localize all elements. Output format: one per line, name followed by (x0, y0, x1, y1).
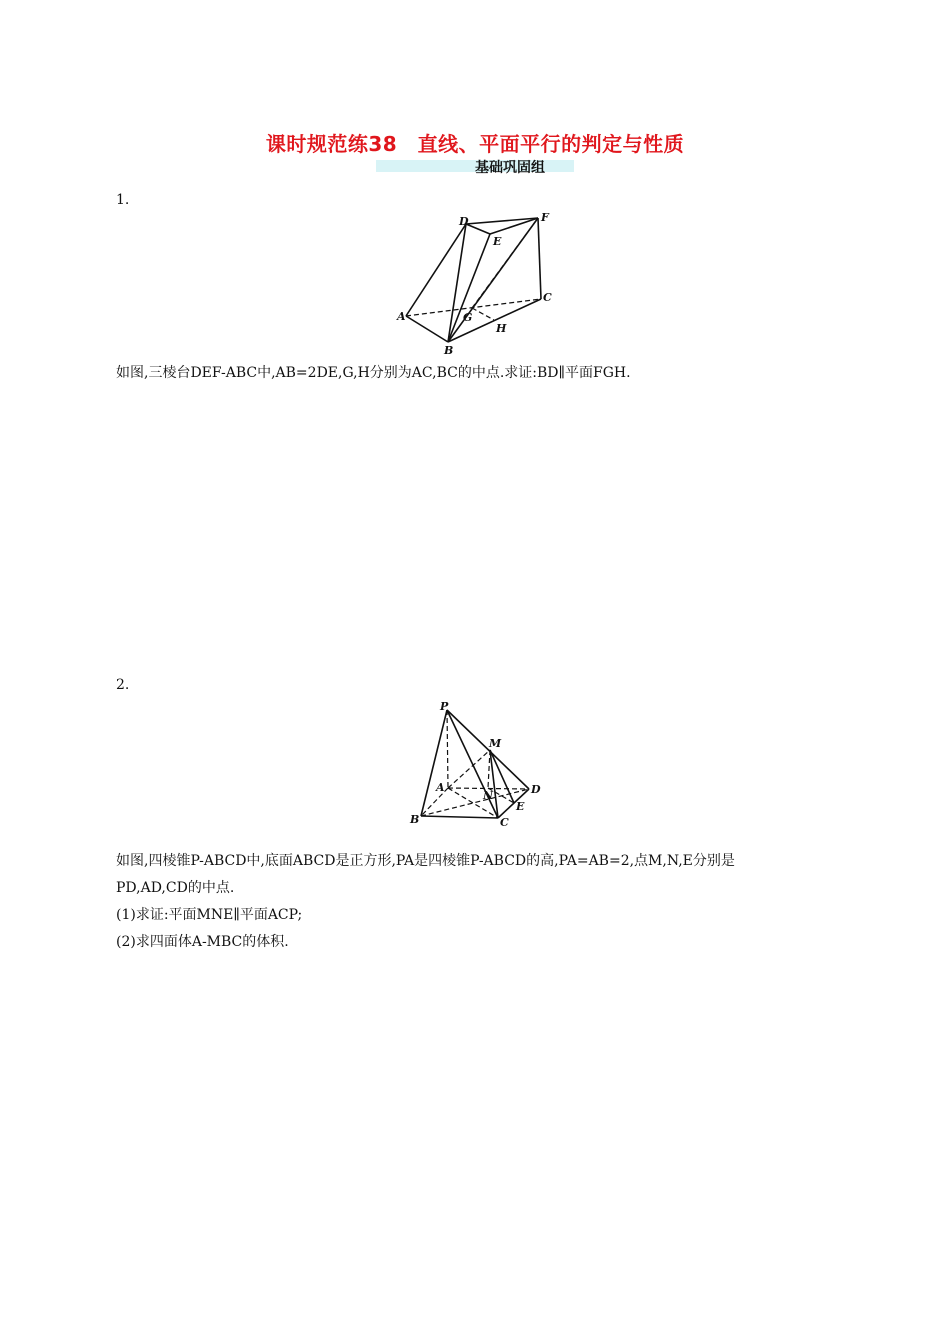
label-D: D (459, 215, 469, 228)
label-G: G (463, 311, 473, 324)
frustum-hidden-edges (406, 218, 541, 320)
pyramid-hidden-edges (421, 710, 529, 818)
frustum-figure (390, 205, 560, 360)
label-N: N (483, 789, 494, 802)
label-M: M (489, 737, 502, 750)
label-B: B (444, 344, 454, 357)
question-2-text-line2: PD,AD,CD的中点. (116, 880, 235, 896)
label-E: E (516, 800, 525, 813)
label-C: C (500, 816, 509, 829)
question-2-text-line1: 如图,四棱锥P-ABCD中,底面ABCD是正方形,PA是四棱锥P-ABCD的高,PA=AB=2,点M,N,E分别是 (116, 853, 735, 869)
label-H: H (496, 322, 507, 335)
pyramid-figure (405, 695, 555, 830)
question-2-part1: (1)求证:平面MNE∥平面ACP; (116, 907, 303, 923)
label-A: A (436, 781, 445, 794)
question-1-text: 如图,三棱台DEF-ABC中,AB=2DE,G,H分别为AC,BC的中点.求证:BD∥平面FGH. (116, 365, 631, 381)
label-D: D (531, 783, 541, 796)
label-B: B (410, 813, 420, 826)
label-E: E (493, 235, 502, 248)
question-1-number: 1. (116, 192, 130, 208)
frustum-solid-edges (406, 218, 541, 342)
label-F: F (541, 211, 549, 224)
section-heading: 基础巩固组 (475, 160, 545, 176)
label-P: P (440, 700, 449, 713)
label-C: C (543, 291, 552, 304)
page-title: 课时规范练38 直线、平面平行的判定与性质 (265, 132, 685, 156)
question-2-part2: (2)求四面体A-MBC的体积. (116, 934, 289, 950)
question-2-number: 2. (116, 677, 130, 693)
label-A: A (397, 310, 406, 323)
